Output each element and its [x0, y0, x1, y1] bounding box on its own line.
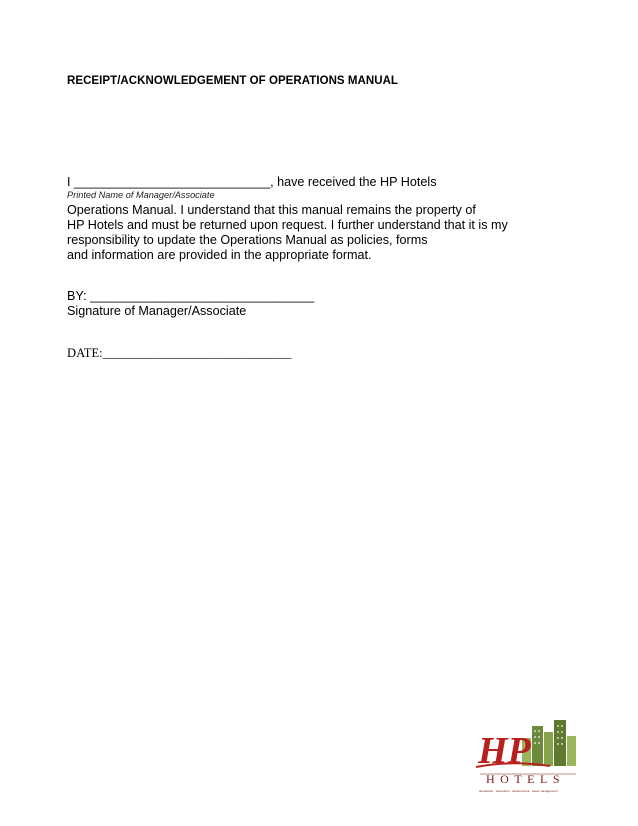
- body-line-3: responsibility to update the Operations Manual as policies, forms: [67, 233, 428, 247]
- logo-graphic: [472, 716, 580, 796]
- body-line-4: and information are provided in the appropriate format.: [67, 248, 372, 262]
- receipt-line: I ____________________________, have received the HP Hotels: [67, 175, 437, 189]
- date-line: DATE:______________________________: [67, 346, 292, 360]
- logo-wordmark: HOTELS: [486, 772, 565, 786]
- document-title: RECEIPT/ACKNOWLEDGEMENT OF OPERATIONS MANUAL: [67, 75, 399, 87]
- body-line-2: HP Hotels and must be returned upon request. I further understand that it is my: [67, 218, 508, 232]
- body-line-1: Operations Manual. I understand that this manual remains the property of: [67, 203, 476, 217]
- signature-caption: Signature of Manager/Associate: [67, 304, 247, 318]
- logo-tagline: acquisition · ownership · development · asset management: [479, 789, 558, 793]
- by-line: BY: ________________________________: [67, 289, 315, 303]
- hp-hotels-logo: [472, 716, 580, 796]
- logo-mark: HP: [478, 730, 531, 772]
- printed-name-caption: Printed Name of Manager/Associate: [67, 190, 215, 200]
